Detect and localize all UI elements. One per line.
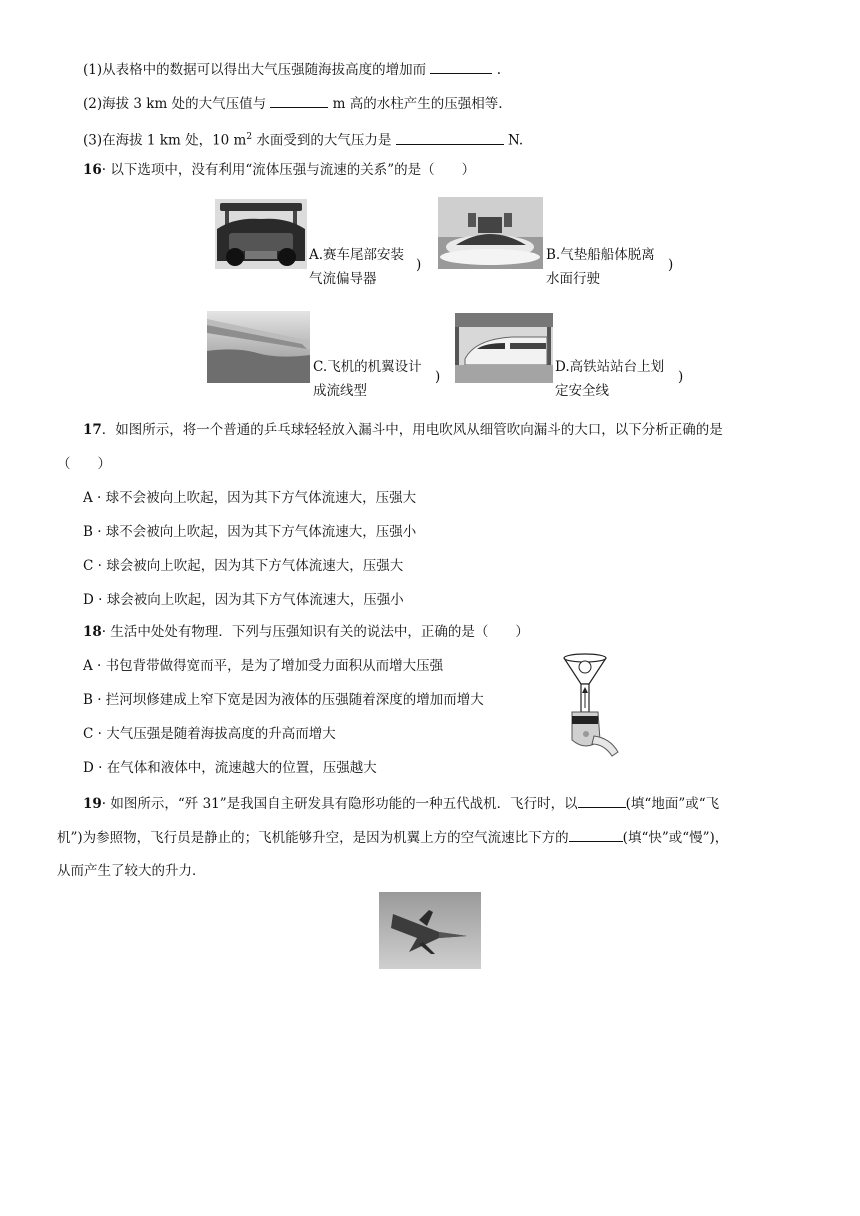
question-number: 18 bbox=[83, 624, 102, 640]
question-number: 17 bbox=[83, 422, 102, 438]
airplane-wing-image[interactable] bbox=[207, 311, 310, 383]
race-car-image[interactable] bbox=[215, 199, 307, 269]
q15-part1 bbox=[83, 59, 501, 80]
option-a-caption bbox=[309, 243, 404, 291]
question-text: 机”)为参照物，飞行员是静止的；飞机能够升空，是因为机翼上方的空气流速比下方的 bbox=[57, 830, 569, 846]
option-c-line1: C.飞机的机翼设计 bbox=[313, 359, 422, 375]
option-c[interactable]: C · 大气压强是随着海拔高度的升高而增大 bbox=[83, 726, 336, 742]
option-b[interactable]: B · 球不会被向上吹起，因为其下方气体流速大，压强小 bbox=[83, 524, 417, 540]
option-b[interactable]: B · 拦河坝修建成上窄下宽是因为液体的压强随着深度的增加而增大 bbox=[83, 692, 484, 708]
q16-stem bbox=[83, 160, 475, 180]
q15-part2 bbox=[83, 93, 503, 114]
q18-stem bbox=[83, 622, 529, 642]
answer-paren[interactable]: （ ） bbox=[57, 456, 111, 472]
question-text: · 生活中处处有物理．下列与压强知识有关的说法中，正确的是（ ） bbox=[101, 624, 529, 640]
q15-part2-end: m 高的水柱产生的压强相等. bbox=[332, 96, 503, 112]
option-a-line2: 气流偏导器 bbox=[309, 271, 377, 287]
answer-blank[interactable] bbox=[578, 793, 626, 808]
option-d-line1: D.高铁站站台上划 bbox=[555, 359, 665, 375]
q15-part1-text: (1)从表格中的数据可以得出大气压强随海拔高度的增加而 bbox=[83, 62, 427, 78]
high-speed-train-image[interactable] bbox=[455, 313, 553, 383]
option-d-line2: 定安全线 bbox=[555, 383, 609, 399]
q15-part2-text: (2)海拔 3 km 处的大气压值与 bbox=[83, 96, 267, 112]
question-number: 16 bbox=[83, 162, 102, 178]
q19-line1 bbox=[83, 793, 719, 814]
superscript: 2 bbox=[246, 132, 253, 142]
option-c-caption bbox=[313, 355, 422, 403]
hovercraft-image[interactable] bbox=[438, 197, 543, 269]
q19-line2 bbox=[57, 827, 728, 848]
option-c-paren: ) bbox=[435, 369, 441, 385]
option-d-caption bbox=[555, 355, 664, 403]
option-a[interactable]: A · 球不会被向上吹起，因为其下方气体流速大，压强大 bbox=[83, 490, 417, 506]
option-c-line2: 成流线型 bbox=[313, 383, 367, 399]
q15-part3 bbox=[83, 127, 523, 151]
q15-part1-end: . bbox=[496, 62, 502, 78]
answer-blank[interactable] bbox=[396, 130, 504, 145]
answer-blank[interactable] bbox=[270, 93, 328, 108]
option-c[interactable]: C · 球会被向上吹起，因为其下方气体流速大，压强大 bbox=[83, 558, 404, 574]
question-text: · 以下选项中，没有利用“流体压强与流速的关系”的是（ ） bbox=[101, 162, 476, 178]
option-b-line2: 水面行驶 bbox=[546, 271, 600, 287]
question-number: 19 bbox=[83, 796, 102, 812]
fighter-jet-image[interactable] bbox=[379, 892, 481, 969]
funnel-hairdryer-diagram bbox=[560, 652, 622, 764]
question-text-cont: (填“地面”或“飞 bbox=[625, 796, 720, 812]
answer-blank[interactable] bbox=[430, 59, 492, 74]
option-b-paren: ) bbox=[668, 257, 674, 273]
option-d[interactable]: D · 球会被向上吹起，因为其下方气体流速大，压强小 bbox=[83, 592, 404, 608]
q15-part3-end: N. bbox=[507, 132, 524, 149]
option-a-line1: A.赛车尾部安装 bbox=[309, 247, 405, 263]
option-a-paren: ) bbox=[416, 257, 422, 273]
q15-part3-mid: 水面受到的大气压力是 bbox=[252, 132, 392, 149]
option-d[interactable]: D · 在气体和液体中，流速越大的位置，压强越大 bbox=[83, 760, 377, 776]
question-text: · 如图所示，“歼 31”是我国自主研发具有隐形功能的一种五代战机．飞行时，以 bbox=[101, 796, 578, 812]
q15-part3-text: (3)在海拔 1 km 处，10 m bbox=[83, 132, 247, 149]
question-text: ．如图所示，将一个普通的乒乓球轻轻放入漏斗中，用电吹风从细管吹向漏斗的大口，以下分析正确的是 bbox=[101, 422, 723, 438]
option-d-paren: ) bbox=[678, 369, 684, 385]
question-text-cont: (填“快”或“慢”)， bbox=[622, 830, 729, 846]
q17-stem bbox=[83, 420, 723, 440]
option-b-caption bbox=[546, 243, 655, 291]
option-a[interactable]: A · 书包背带做得宽而平，是为了增加受力面积从而增大压强 bbox=[83, 658, 444, 674]
q19-line3: 从而产生了较大的升力． bbox=[57, 863, 206, 879]
answer-blank[interactable] bbox=[569, 827, 623, 842]
option-b-line1: B.气垫船船体脱离 bbox=[546, 247, 655, 263]
